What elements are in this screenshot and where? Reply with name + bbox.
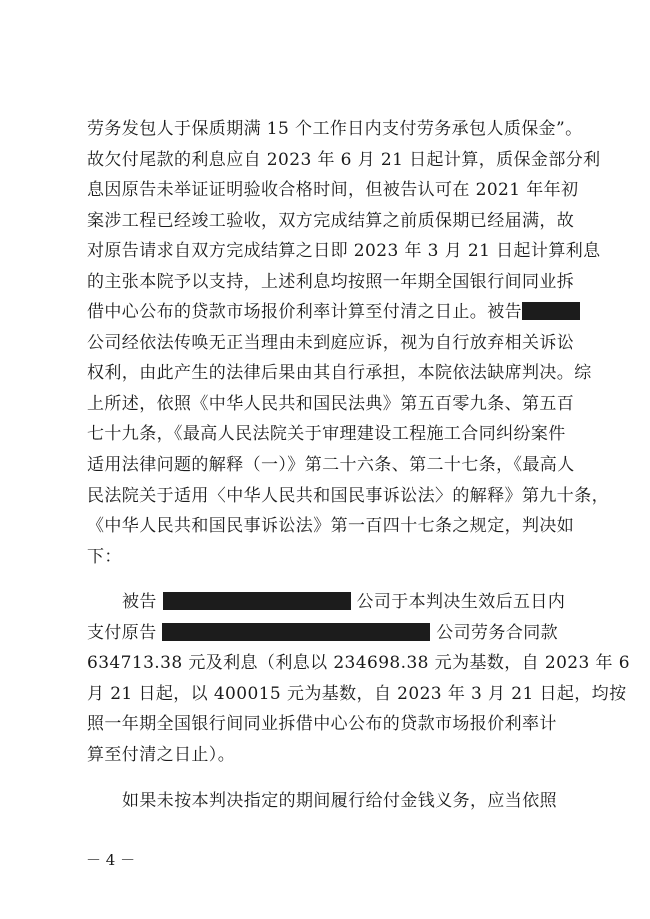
- text-line: 七十九条，《最高人民法院关于审理建设工程施工合同纠纷案件: [87, 424, 566, 444]
- text-line: 《中华人民共和国民事诉讼法》第一百四十七条之规定，判决如: [87, 516, 575, 536]
- text-line: 634713.38 元及利息（利息以 234698.38 元为基数，自 2023 年 6: [87, 653, 630, 673]
- text-line: 故欠付尾款的利息应自 2023 年 6 月 21 日起计算，质保金部分利: [87, 150, 601, 170]
- text-line: 算至付清之日止）。: [87, 745, 236, 765]
- text-segment: 借中心公布的贷款市场报价利率计算至付清之日止。被告: [87, 302, 522, 322]
- text-line: 息因原告未举证证明验收合格时间，但被告认可在 2021 年年初: [87, 180, 579, 200]
- judgment-line: [122, 592, 577, 612]
- page-number: － 4 －: [86, 851, 136, 869]
- text-line: 公司经依法传唤无正当理由未到庭应诉，视为自行放弃相关诉讼: [87, 333, 575, 353]
- text-line: 民法院关于适用〈中华人民共和国民事诉讼法〉的解释》第九十条，: [87, 486, 609, 506]
- redaction-bar: [522, 302, 580, 320]
- text-segment: 公司劳务合同款: [436, 623, 559, 643]
- text-line: 权利，由此产生的法律后果由其自行承担，本院依法缺席判决。综: [87, 363, 592, 383]
- text-line: 月 21 日起，以 400015 元为基数，自 2023 年 3 月 21 日起，均按: [87, 684, 627, 704]
- redaction-bar: [163, 592, 351, 610]
- text-segment: 被告: [122, 592, 157, 612]
- text-line: 的主张本院予以支持，上述利息均按照一年期全国银行间同业拆: [87, 272, 575, 292]
- text-line: 照一年期全国银行间同业拆借中心公布的贷款市场报价利率计: [87, 714, 557, 734]
- judgment-line: [87, 623, 577, 643]
- text-segment: 公司于本判决生效后五日内: [356, 592, 566, 612]
- redaction-bar: [162, 623, 430, 641]
- text-line-with-redaction: [87, 302, 577, 322]
- text-line: 如果未按本判决指定的期间履行给付金钱义务，应当依照: [122, 791, 557, 811]
- text-line: 劳务发包人于保质期满 15 个工作日内支付劳务承包人质保金”。: [87, 119, 583, 139]
- text-line: 对原告请求自双方完成结算之日即 2023 年 3 月 21 日起计算利息: [87, 241, 601, 261]
- text-line: 下：: [87, 547, 122, 567]
- text-line: 上所述，依照《中华人民共和国民法典》第五百零九条、第五百: [87, 394, 575, 414]
- text-segment: 支付原告: [87, 623, 157, 643]
- text-line: 案涉工程已经竣工验收，双方完成结算之前质保期已经届满，故: [87, 211, 575, 231]
- text-line: 适用法律问题的解释（一）》第二十六条、第二十七条，《最高人: [87, 455, 575, 475]
